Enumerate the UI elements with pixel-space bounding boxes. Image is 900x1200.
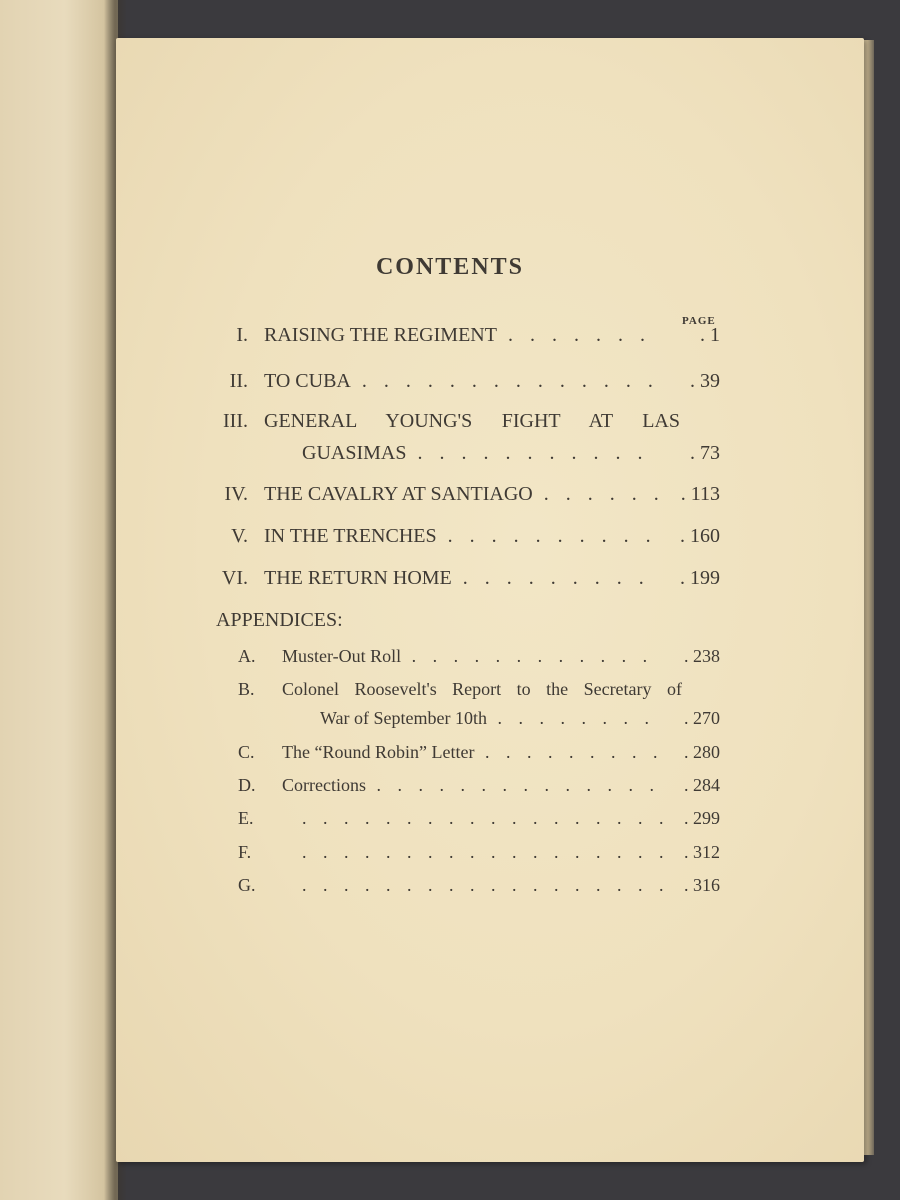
- appendix-letter: G.: [238, 875, 256, 895]
- toc-entry-continuation[interactable]: [238, 442, 720, 472]
- appendix-letter: D.: [238, 775, 256, 795]
- chapter-page: . 1: [660, 324, 720, 347]
- appendix-entry[interactable]: [238, 875, 720, 903]
- chapter-title: THE CAVALRY AT SANTIAGO . . .: [264, 483, 660, 506]
- appendix-page: . 284: [664, 775, 720, 796]
- appendix-page: . 316: [664, 875, 720, 896]
- toc-entry[interactable]: [200, 483, 720, 513]
- appendix-entry[interactable]: [238, 775, 720, 803]
- chapter-number: II.: [229, 370, 248, 392]
- chapter-title: RAISING THE REGIMENT . . .: [264, 324, 660, 347]
- appendix-title: The “Round Robin” Letter . . .: [282, 742, 664, 763]
- chapter-title-line1: GENERAL YOUNG'S FIGHT AT LAS: [264, 410, 680, 432]
- contents-heading: CONTENTS: [375, 254, 525, 280]
- chapter-page: . 73: [660, 442, 720, 465]
- appendix-page: . 238: [664, 646, 720, 667]
- book-page: [116, 38, 864, 1162]
- page-column-label: PAGE: [682, 315, 716, 327]
- appendix-letter: A.: [238, 646, 256, 666]
- chapter-page: . 160: [660, 525, 720, 548]
- chapter-title: THE RETURN HOME . . .: [264, 567, 660, 590]
- chapter-number: III.: [223, 410, 248, 432]
- chapter-title: IN THE TRENCHES . . .: [264, 525, 660, 548]
- chapter-page: . 113: [660, 483, 720, 506]
- chapter-number: V.: [231, 525, 248, 547]
- appendix-letter: E.: [238, 808, 254, 828]
- appendix-title: Corrections . . .: [282, 775, 664, 796]
- appendix-page: . 312: [664, 842, 720, 863]
- appendix-title: [302, 808, 664, 829]
- toc-entry[interactable]: [200, 370, 720, 400]
- appendix-title: [302, 842, 664, 863]
- appendix-letter: C.: [238, 742, 255, 762]
- toc-entry[interactable]: [200, 567, 720, 597]
- appendix-title-line2: War of September 10th . . .: [320, 708, 664, 729]
- appendix-letter: B.: [238, 679, 255, 699]
- appendix-page: . 270: [664, 708, 720, 729]
- appendix-title: Muster-Out Roll . . .: [282, 646, 664, 667]
- chapter-page: . 39: [660, 370, 720, 393]
- toc-entry[interactable]: [200, 324, 720, 354]
- appendix-title: [302, 875, 664, 896]
- appendix-entry[interactable]: [238, 842, 720, 870]
- chapter-title: TO CUBA . . .: [264, 370, 660, 393]
- chapter-number: I.: [236, 324, 248, 346]
- facing-page: [0, 0, 118, 1200]
- appendix-page: . 299: [664, 808, 720, 829]
- appendix-title-line1: Colonel Roosevelt's Report to the Secretary of: [282, 679, 682, 699]
- appendix-entry[interactable]: [238, 646, 720, 674]
- chapter-page: . 199: [660, 567, 720, 590]
- appendix-page: . 280: [664, 742, 720, 763]
- appendices-heading: APPENDICES:: [216, 609, 343, 631]
- appendix-entry[interactable]: [238, 808, 720, 836]
- chapter-title-line2: GUASIMAS . . .: [302, 442, 660, 465]
- chapter-number: VI.: [221, 567, 248, 589]
- appendix-entry[interactable]: [238, 742, 720, 770]
- appendix-letter: F.: [238, 842, 252, 862]
- appendix-entry-continuation[interactable]: [276, 708, 720, 736]
- toc-entry[interactable]: [200, 525, 720, 555]
- chapter-number: IV.: [224, 483, 248, 505]
